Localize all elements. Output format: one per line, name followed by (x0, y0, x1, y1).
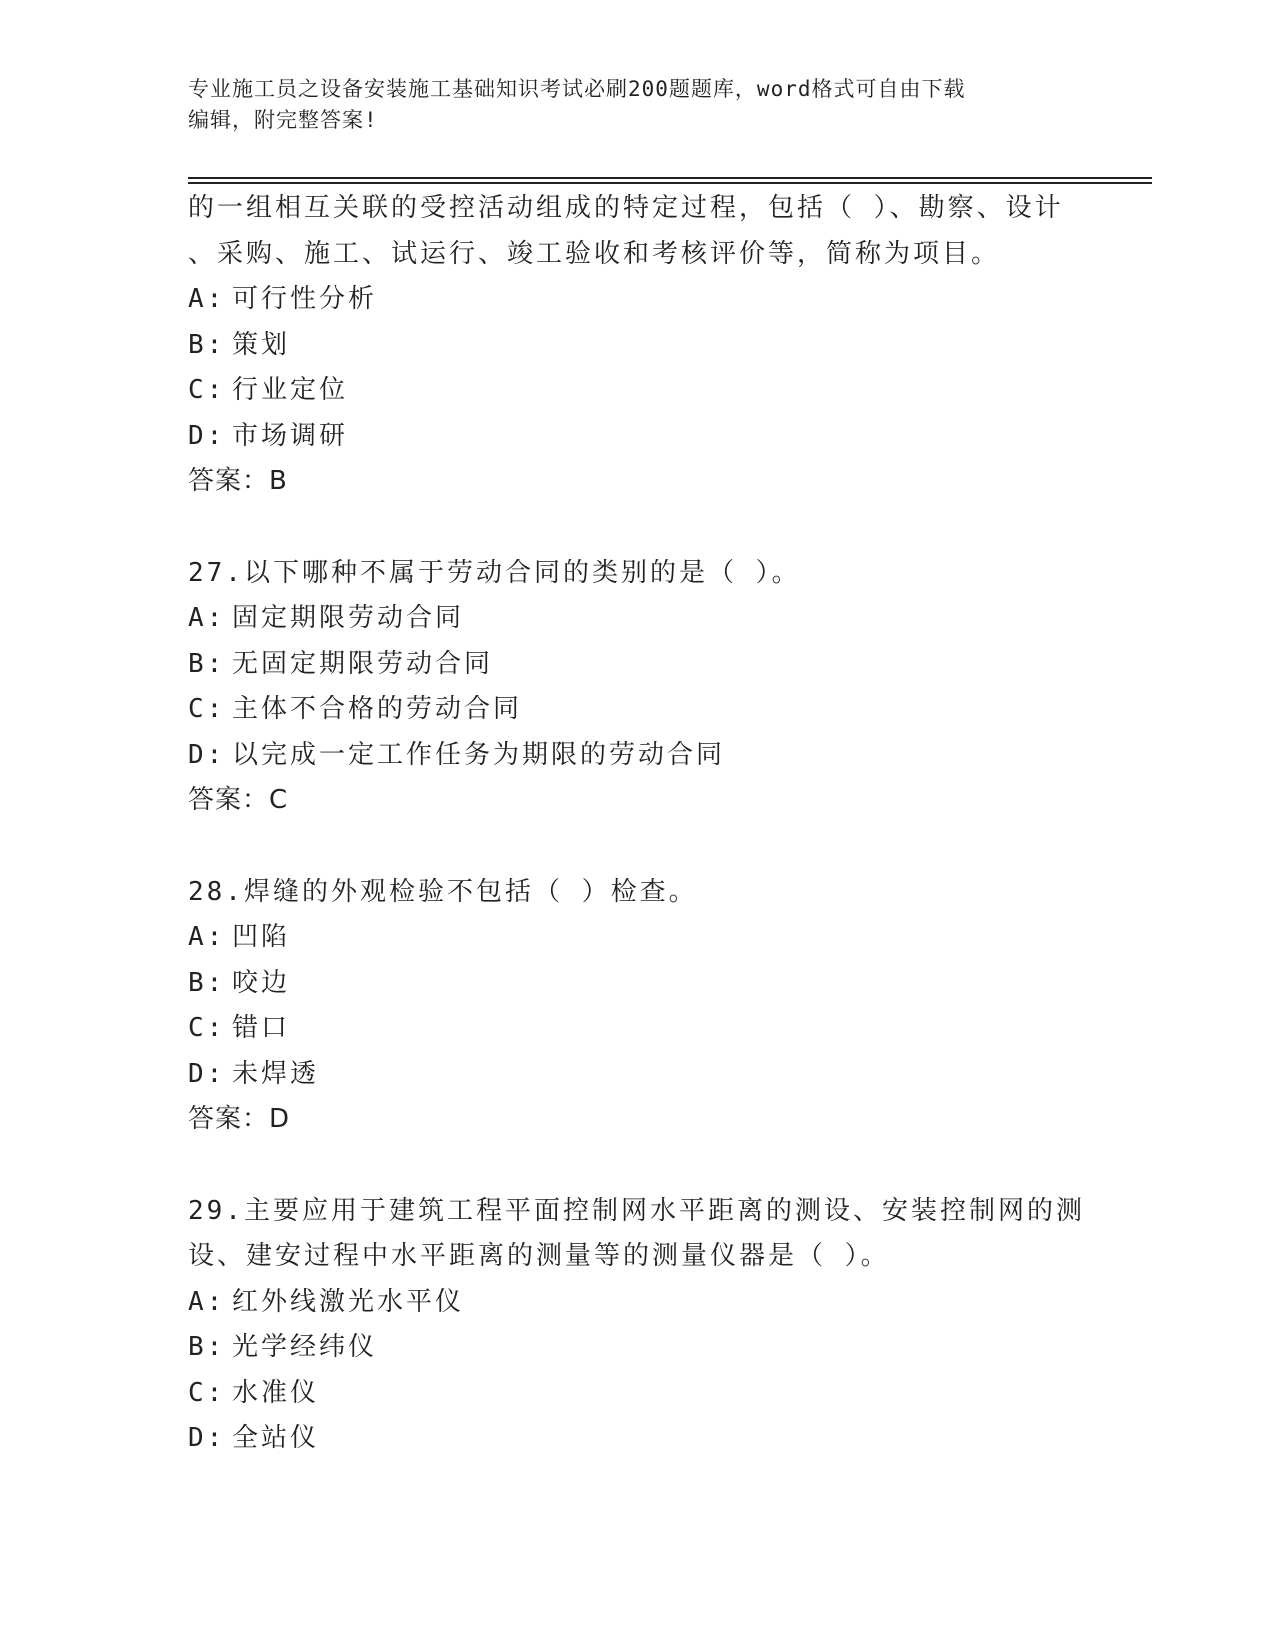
spacer (188, 505, 1088, 551)
option-a (188, 277, 1088, 323)
question-29 (188, 1189, 1088, 1462)
option-b (188, 961, 1088, 1007)
option-label: A: (188, 603, 226, 633)
question-27 (188, 551, 1088, 824)
document-header (188, 74, 1078, 136)
option-label: A: (188, 922, 226, 952)
option-text: 可行性分析 (232, 284, 378, 314)
option-c (188, 1371, 1088, 1417)
option-label: C: (188, 1377, 226, 1408)
answer-line: 答案：B (188, 466, 288, 496)
spacer (188, 1143, 1088, 1189)
option-text: 咬边 (232, 967, 291, 998)
option-a (188, 915, 1088, 961)
option-d (188, 733, 1088, 779)
option-text: 红外线激光水平仪 (232, 1286, 465, 1317)
header-line-1: 专业施工员之设备安装施工基础知识考试必刷200题题库，word格式可自由下载 (188, 77, 966, 101)
option-b (188, 642, 1088, 688)
header-line-2: 编辑，附完整答案! (188, 108, 378, 132)
header-divider-top (188, 177, 1152, 179)
option-text: 无固定期限劳动合同 (232, 648, 494, 679)
question-stem-line: 27.以下哪种不属于劳动合同的类别的是（ ）。 (188, 557, 801, 588)
question-stem-line: 28.焊缝的外观检验不包括（ ）检查。 (188, 876, 698, 907)
question-stem-line: 的一组相互关联的受控活动组成的特定过程，包括（ ）、勘察、设计 (188, 193, 1064, 223)
option-label: B: (188, 648, 226, 679)
option-b (188, 1325, 1088, 1371)
option-text: 策划 (232, 329, 291, 360)
spacer (188, 824, 1088, 870)
answer-line: 答案：D (188, 1104, 291, 1134)
question-stem-line: 设、建安过程中水平距离的测量等的测量仪器是（ ）。 (188, 1241, 890, 1271)
option-c (188, 1006, 1088, 1052)
option-text: 行业定位 (232, 375, 349, 405)
option-text: 错口 (232, 1013, 291, 1043)
option-a (188, 596, 1088, 642)
option-label: B: (188, 329, 226, 360)
question-list (188, 186, 1088, 1462)
option-label: A: (188, 284, 226, 314)
option-label: B: (188, 1332, 226, 1362)
question-26 (188, 186, 1088, 505)
option-label: D: (188, 1058, 226, 1089)
option-c (188, 368, 1088, 414)
question-stem-line: 29.主要应用于建筑工程平面控制网水平距离的测设、安装控制网的测 (188, 1195, 1085, 1226)
option-text: 水准仪 (232, 1377, 320, 1408)
option-label: C: (188, 375, 226, 405)
answer-line: 答案：C (188, 785, 289, 815)
option-a (188, 1280, 1088, 1326)
option-label: D: (188, 739, 226, 770)
option-b (188, 323, 1088, 369)
option-text: 全站仪 (232, 1423, 320, 1453)
option-label: A: (188, 1286, 226, 1317)
question-stem-line: 、采购、施工、试运行、竣工验收和考核评价等，简称为项目。 (188, 238, 1001, 269)
option-label: D: (188, 1423, 226, 1453)
option-d (188, 1052, 1088, 1098)
option-label: C: (188, 1013, 226, 1043)
option-text: 固定期限劳动合同 (232, 603, 465, 633)
option-label: C: (188, 694, 226, 724)
option-text: 凹陷 (232, 922, 291, 952)
option-c (188, 687, 1088, 733)
option-text: 以完成一定工作任务为期限的劳动合同 (232, 739, 726, 770)
option-text: 光学经纬仪 (232, 1332, 378, 1362)
option-d (188, 414, 1088, 460)
option-text: 主体不合格的劳动合同 (232, 694, 523, 724)
header-divider-bottom (188, 182, 1152, 184)
option-text: 市场调研 (232, 420, 349, 451)
option-text: 未焊透 (232, 1058, 320, 1089)
option-label: D: (188, 420, 226, 451)
question-28 (188, 870, 1088, 1143)
option-label: B: (188, 967, 226, 998)
option-d (188, 1416, 1088, 1462)
